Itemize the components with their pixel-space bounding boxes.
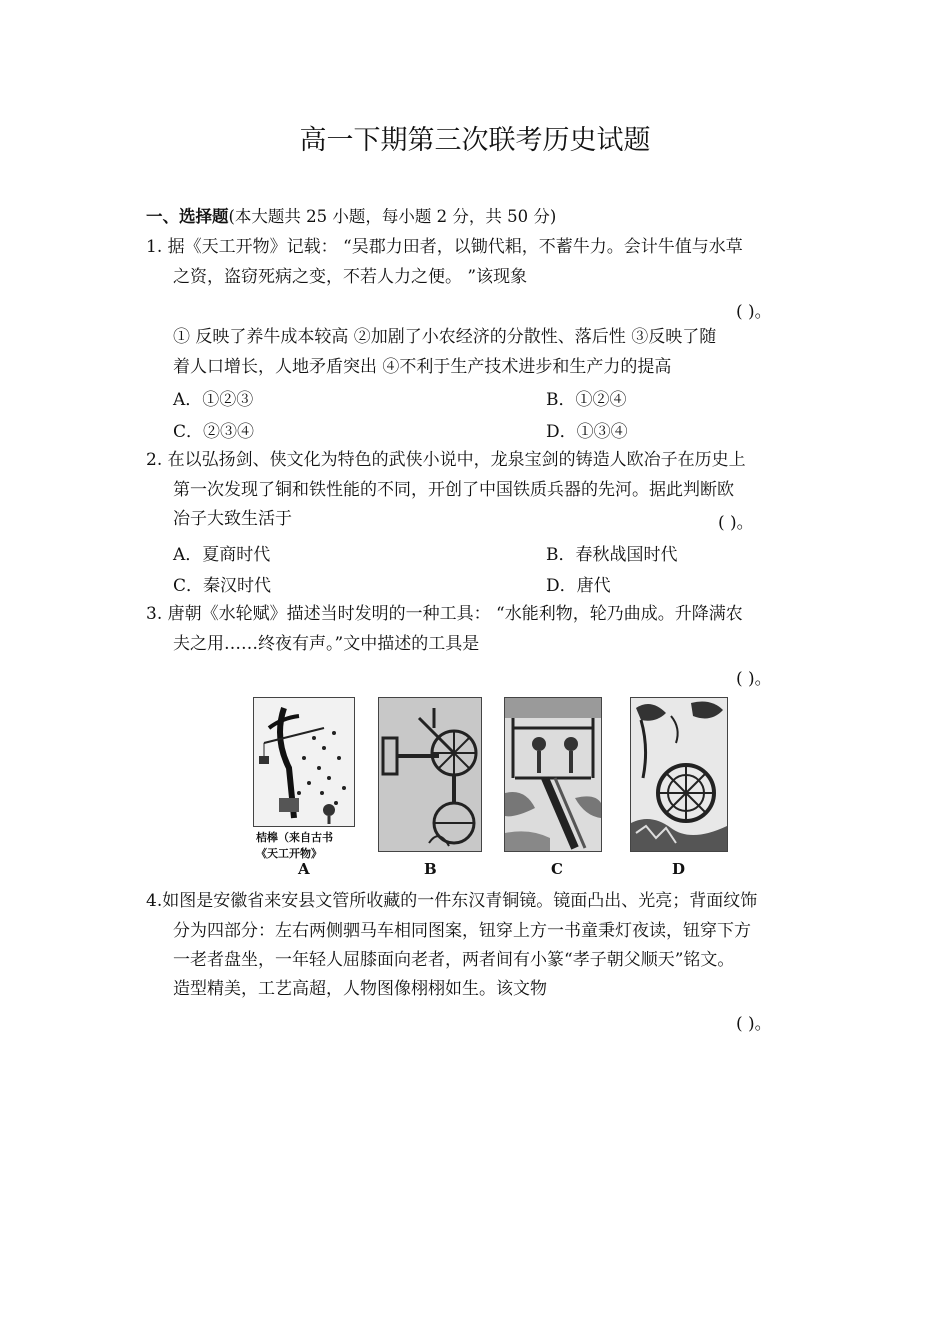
section-note: (本大题共 25 小题，每小题 2 分，共 50 分) [228,207,557,226]
figure-c-label: C [551,860,563,878]
q2-line2: 第一次发现了铜和铁性能的不同，开创了中国铁质兵器的先河。据此判断欧 [173,480,734,500]
q2-option-c: C．秦汉时代 [173,576,272,596]
q1-line1: 1. 据《天工开物》记载： “吴郡力田者，以锄代耜，不蓄牛力。会计牛值与水草 [146,237,743,257]
q1-answer-blank: ( )。 [736,302,772,322]
figure-b-gear-machine [378,697,482,852]
q4-line1: 4.如图是安徽省来安县文管所收藏的一件东汉青铜镜。镜面凸出、光亮；背面纹饰 [146,891,758,911]
q1-option-d: D．①③④ [546,422,628,442]
page-title: 高一下期第三次联考历史试题 [299,125,651,156]
q1-line2: 之资，盗窃死病之变，不若人力之便。 ”该现象 [173,267,528,287]
well-sweep-illustration [254,698,354,826]
q3-line2: 夫之用……终夜有声。”文中描述的工具是 [173,634,480,654]
gear-machine-illustration [379,698,481,851]
q2-answer-blank: ( )。 [718,513,754,533]
figure-d-label: D [672,860,686,878]
section-heading [146,203,556,227]
figure-d-water-wheel [630,697,728,852]
q1-line3: ① 反映了养牛成本较高 ②加剧了小农经济的分散性、落后性 ③反映了随 [173,327,717,347]
q2-line3: 冶子大致生活于 [173,509,292,529]
chain-pump-illustration [505,698,601,851]
figure-c-chain-pump [504,697,602,852]
water-wheel-illustration [631,698,727,851]
q2-option-d: D．唐代 [546,576,611,596]
q2-option-b: B．春秋战国时代 [546,545,678,565]
q3-answer-blank: ( )。 [736,669,772,689]
figure-a-caption-line1: 桔槔（来自古书 [256,831,333,844]
q1-option-b: B．①②④ [546,390,627,410]
q1-option-c: C．②③④ [173,422,255,442]
figure-b-label: B [424,860,437,878]
q2-line1: 2. 在以弘扬剑、侠文化为特色的武侠小说中，龙泉宝剑的铸造人欧冶子在历史上 [146,450,746,470]
q4-line4: 造型精美，工艺高超，人物图像栩栩如生。该文物 [173,979,547,999]
q1-option-a: A．①②③ [173,390,254,410]
q4-line2: 分为四部分：左右两侧驷马车相同图案，钮穿上方一书童秉灯夜读，钮穿下方 [173,921,751,941]
q3-line1: 3. 唐朝《水轮赋》描述当时发明的一种工具： “水能利物，轮乃曲成。升降满农 [146,604,743,624]
figure-a-well-sweep [253,697,355,827]
figure-a-caption-line2: 《天工开物》 [256,847,322,860]
q1-line4: 着人口增长，人地矛盾突出 ④不利于生产技术进步和生产力的提高 [173,357,672,377]
q2-option-a: A．夏商时代 [173,545,271,565]
section-title: 一、选择题 [146,207,229,226]
q4-answer-blank: ( )。 [736,1014,772,1034]
q4-line3: 一老者盘坐，一年轻人屈膝面向老者，两者间有小篆“孝子朝父顺天”铭文。 [173,950,735,970]
figure-a-label: A [298,860,310,878]
